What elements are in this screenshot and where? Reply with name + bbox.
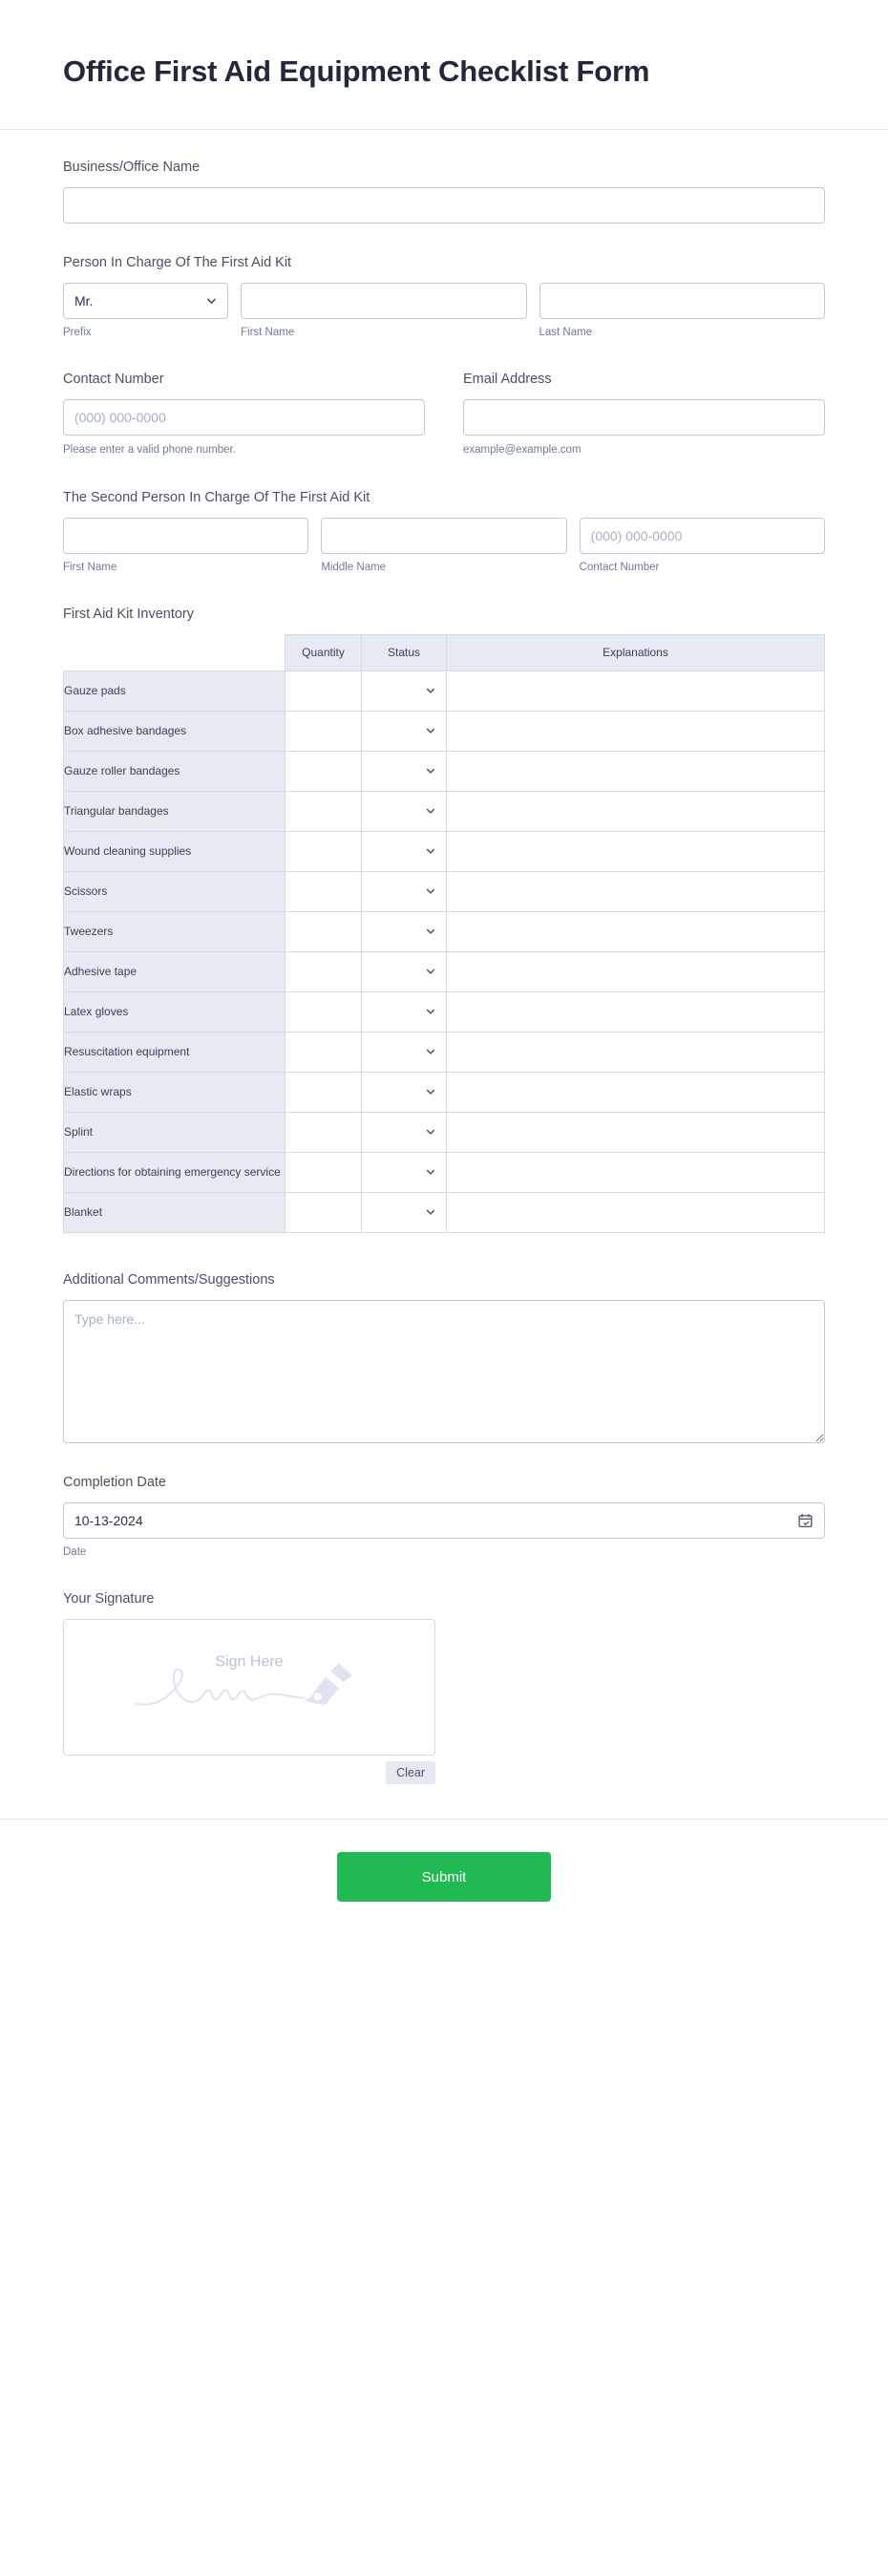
table-row (64, 1152, 825, 1192)
inventory-explanation-input[interactable] (447, 1033, 824, 1072)
second-first-name-field (63, 518, 308, 576)
inventory-explanation-input[interactable] (447, 872, 824, 911)
inventory-explanation-cell (447, 871, 825, 911)
inventory-status-cell (362, 991, 447, 1032)
completion-date-wrap (63, 1502, 825, 1539)
table-row (64, 791, 825, 831)
inventory-explanation-cell (447, 951, 825, 991)
table-row (64, 711, 825, 751)
clear-signature-button[interactable]: Clear (386, 1761, 435, 1784)
inventory-status-select[interactable] (362, 1113, 446, 1151)
inventory-item-label: Blanket (64, 1192, 285, 1232)
inventory-status-cell (362, 751, 447, 791)
chevron-down-icon (425, 1006, 436, 1017)
inventory-explanation-cell (447, 1152, 825, 1192)
business-name-input[interactable] (63, 187, 825, 224)
inventory-table-body (64, 671, 825, 1232)
comments-label: Additional Comments/Suggestions (63, 1271, 275, 1288)
inventory-quantity-input[interactable] (285, 1153, 361, 1192)
table-row (64, 671, 825, 711)
chevron-down-icon (425, 926, 436, 937)
inventory-status-select[interactable] (362, 912, 446, 950)
signature-placeholder-text: Sign Here (215, 1653, 284, 1670)
inventory-explanation-cell (447, 1032, 825, 1072)
contact-number-helper: Please enter a valid phone number. (63, 444, 236, 457)
contact-number-input[interactable] (63, 399, 425, 436)
email-address-label: Email Address (463, 372, 552, 388)
person-in-charge-group (63, 254, 825, 340)
inventory-explanation-input[interactable] (447, 1193, 824, 1232)
inventory-status-cell (362, 711, 447, 751)
inventory-status-select[interactable] (362, 1193, 446, 1231)
form-footer (0, 1819, 888, 1944)
inventory-explanation-input[interactable] (447, 712, 824, 751)
last-name-field (539, 283, 826, 341)
table-row (64, 1072, 825, 1112)
completion-date-field (63, 1474, 825, 1560)
chevron-down-icon (425, 845, 436, 857)
inventory-status-select[interactable] (362, 752, 446, 790)
email-address-helper: example@example.com (463, 444, 581, 457)
inventory-status-cell (362, 1192, 447, 1232)
inventory-quantity-cell (285, 831, 362, 871)
second-person-group (63, 489, 825, 575)
second-person-label: The Second Person In Charge Of The First Aid Kit (63, 489, 370, 505)
inventory-status-select[interactable] (362, 992, 446, 1031)
chevron-down-icon (425, 1166, 436, 1178)
column-header-status: Status (362, 634, 447, 671)
completion-date-input[interactable] (63, 1502, 825, 1539)
inventory-item-label: Elastic wraps (64, 1072, 285, 1112)
inventory-explanation-cell (447, 831, 825, 871)
chevron-down-icon (425, 1046, 436, 1057)
inventory-status-cell (362, 1032, 447, 1072)
prefix-select[interactable] (63, 283, 228, 319)
inventory-status-cell (362, 1152, 447, 1192)
inventory-quantity-input[interactable] (285, 752, 361, 791)
inventory-quantity-input[interactable] (285, 1033, 361, 1072)
inventory-explanation-input[interactable] (447, 912, 824, 951)
inventory-explanation-input[interactable] (447, 1153, 824, 1192)
inventory-quantity-cell (285, 711, 362, 751)
completion-date-label: Completion Date (63, 1474, 166, 1490)
inventory-explanation-cell (447, 911, 825, 951)
chevron-down-icon (425, 765, 436, 777)
inventory-quantity-cell (285, 671, 362, 711)
form-body (0, 130, 888, 1784)
inventory-status-cell (362, 1112, 447, 1152)
inventory-explanation-cell (447, 1072, 825, 1112)
inventory-item-label: Triangular bandages (64, 791, 285, 831)
table-row (64, 951, 825, 991)
inventory-explanation-cell (447, 1112, 825, 1152)
prefix-sub-label: Prefix (63, 326, 92, 338)
second-middle-name-field (321, 518, 566, 576)
inventory-quantity-cell (285, 1072, 362, 1112)
second-contact-number-input[interactable] (580, 518, 825, 554)
table-row (64, 751, 825, 791)
table-row (64, 991, 825, 1032)
inventory-quantity-input[interactable] (285, 1193, 361, 1232)
inventory-explanation-input[interactable] (447, 752, 824, 791)
comments-textarea[interactable] (63, 1300, 825, 1443)
inventory-quantity-input[interactable] (285, 712, 361, 751)
calendar-icon[interactable] (797, 1512, 814, 1528)
inventory-quantity-input[interactable] (285, 1113, 361, 1152)
submit-button[interactable]: Submit (337, 1852, 551, 1902)
inventory-item-label: Splint (64, 1112, 285, 1152)
inventory-explanation-input[interactable] (447, 992, 824, 1032)
prefix-field (63, 283, 228, 341)
inventory-status-cell (362, 871, 447, 911)
inventory-quantity-input[interactable] (285, 912, 361, 951)
inventory-status-select[interactable] (362, 1073, 446, 1111)
inventory-item-label: Adhesive tape (64, 951, 285, 991)
table-row (64, 831, 825, 871)
inventory-status-select[interactable] (362, 671, 446, 710)
inventory-quantity-input[interactable] (285, 1073, 361, 1112)
page-title: Office First Aid Equipment Checklist Form (63, 54, 650, 88)
last-name-sub-label: Last Name (539, 326, 593, 338)
chevron-down-icon (425, 1126, 436, 1138)
inventory-quantity-input[interactable] (285, 952, 361, 991)
table-row (64, 871, 825, 911)
inventory-item-label: Gauze roller bandages (64, 751, 285, 791)
inventory-quantity-input[interactable] (285, 671, 361, 711)
inventory-status-select[interactable] (362, 832, 446, 870)
email-address-input[interactable] (463, 399, 825, 436)
inventory-quantity-input[interactable] (285, 872, 361, 911)
inventory-item-label: Wound cleaning supplies (64, 831, 285, 871)
inventory-item-label: Scissors (64, 871, 285, 911)
inventory-status-cell (362, 951, 447, 991)
inventory-quantity-cell (285, 911, 362, 951)
column-header-explanations: Explanations (447, 634, 825, 671)
inventory-status-select[interactable] (362, 1153, 446, 1191)
signature-field (63, 1590, 825, 1784)
inventory-quantity-cell (285, 751, 362, 791)
table-row (64, 1192, 825, 1232)
first-name-sub-label: First Name (241, 326, 295, 338)
person-in-charge-row (63, 283, 825, 341)
email-address-field (463, 371, 825, 458)
chevron-down-icon (425, 966, 436, 977)
inventory-status-select[interactable] (362, 1033, 446, 1071)
chevron-down-icon (425, 1086, 436, 1097)
first-name-field (241, 283, 527, 341)
table-row (64, 1112, 825, 1152)
inventory-status-select[interactable] (362, 872, 446, 910)
inventory-quantity-input[interactable] (285, 792, 361, 831)
person-in-charge-label: Person In Charge Of The First Aid Kit (63, 255, 292, 271)
table-row (64, 1032, 825, 1072)
last-name-input[interactable] (539, 283, 826, 319)
prefix-selected-value: Mr. (74, 292, 94, 309)
inventory-explanation-cell (447, 711, 825, 751)
inventory-status-cell (362, 911, 447, 951)
inventory-explanation-input[interactable] (447, 671, 824, 711)
second-person-row (63, 518, 825, 576)
inventory-quantity-cell (285, 871, 362, 911)
inventory-status-select[interactable] (362, 792, 446, 830)
column-header-quantity: Quantity (285, 634, 362, 671)
contact-number-label: Contact Number (63, 372, 164, 388)
inventory-item-label: Box adhesive bandages (64, 711, 285, 751)
second-contact-number-sub-label: Contact Number (579, 561, 660, 573)
contact-number-field (63, 371, 425, 458)
inventory-table-head (64, 634, 825, 671)
inventory-quantity-cell (285, 1152, 362, 1192)
inventory-status-cell (362, 791, 447, 831)
inventory-quantity-cell (285, 791, 362, 831)
inventory-item-label: Gauze pads (64, 671, 285, 711)
contact-email-row (63, 371, 825, 458)
chevron-down-icon (425, 685, 436, 696)
inventory-table (63, 634, 825, 1233)
inventory-quantity-input[interactable] (285, 832, 361, 871)
table-row (64, 911, 825, 951)
inventory-status-cell (362, 671, 447, 711)
inventory-explanation-input[interactable] (447, 1073, 824, 1112)
signature-placeholder-group (130, 1653, 369, 1721)
inventory-quantity-cell (285, 991, 362, 1032)
second-first-name-input[interactable] (63, 518, 308, 554)
signature-label: Your Signature (63, 1591, 155, 1607)
inventory-item-label: Latex gloves (64, 991, 285, 1032)
inventory-explanation-input[interactable] (447, 952, 824, 991)
inventory-quantity-input[interactable] (285, 992, 361, 1032)
inventory-item-label: Tweezers (64, 911, 285, 951)
second-middle-name-sub-label: Middle Name (321, 561, 387, 573)
inventory-explanation-cell (447, 671, 825, 711)
second-first-name-sub-label: First Name (63, 561, 117, 573)
inventory-explanation-input[interactable] (447, 1113, 824, 1152)
inventory-explanation-cell (447, 1192, 825, 1232)
inventory-quantity-cell (285, 951, 362, 991)
inventory-explanation-cell (447, 791, 825, 831)
signature-clear-row (63, 1761, 435, 1784)
inventory-item-label: Directions for obtaining emergency service (64, 1152, 285, 1192)
chevron-down-icon (425, 805, 436, 817)
inventory-status-select[interactable] (362, 712, 446, 750)
business-name-field (63, 159, 825, 224)
contact-email-group (63, 371, 825, 458)
inventory-explanation-cell (447, 991, 825, 1032)
prefix-select-wrap (63, 283, 228, 319)
inventory-quantity-cell (285, 1192, 362, 1232)
second-middle-name-input[interactable] (321, 518, 566, 554)
inventory-status-cell (362, 831, 447, 871)
inventory-corner-cell (64, 634, 285, 671)
chevron-down-icon (425, 1206, 436, 1218)
inventory-status-cell (362, 1072, 447, 1112)
business-name-label: Business/Office Name (63, 160, 201, 176)
inventory-quantity-cell (285, 1032, 362, 1072)
comments-field (63, 1271, 825, 1443)
inventory-item-label: Resuscitation equipment (64, 1032, 285, 1072)
inventory-header-row (64, 634, 825, 671)
first-name-input[interactable] (241, 283, 527, 319)
inventory-explanation-cell (447, 751, 825, 791)
inventory-section (63, 606, 825, 1233)
chevron-down-icon (425, 885, 436, 897)
inventory-label: First Aid Kit Inventory (63, 607, 194, 623)
form-header (0, 0, 888, 130)
completion-date-sub-label: Date (63, 1545, 87, 1558)
inventory-explanation-input[interactable] (447, 832, 824, 871)
second-contact-number-field (580, 518, 825, 576)
inventory-status-select[interactable] (362, 952, 446, 990)
signature-pad[interactable] (63, 1619, 435, 1756)
chevron-down-icon (425, 725, 436, 736)
inventory-explanation-input[interactable] (447, 792, 824, 831)
inventory-quantity-cell (285, 1112, 362, 1152)
